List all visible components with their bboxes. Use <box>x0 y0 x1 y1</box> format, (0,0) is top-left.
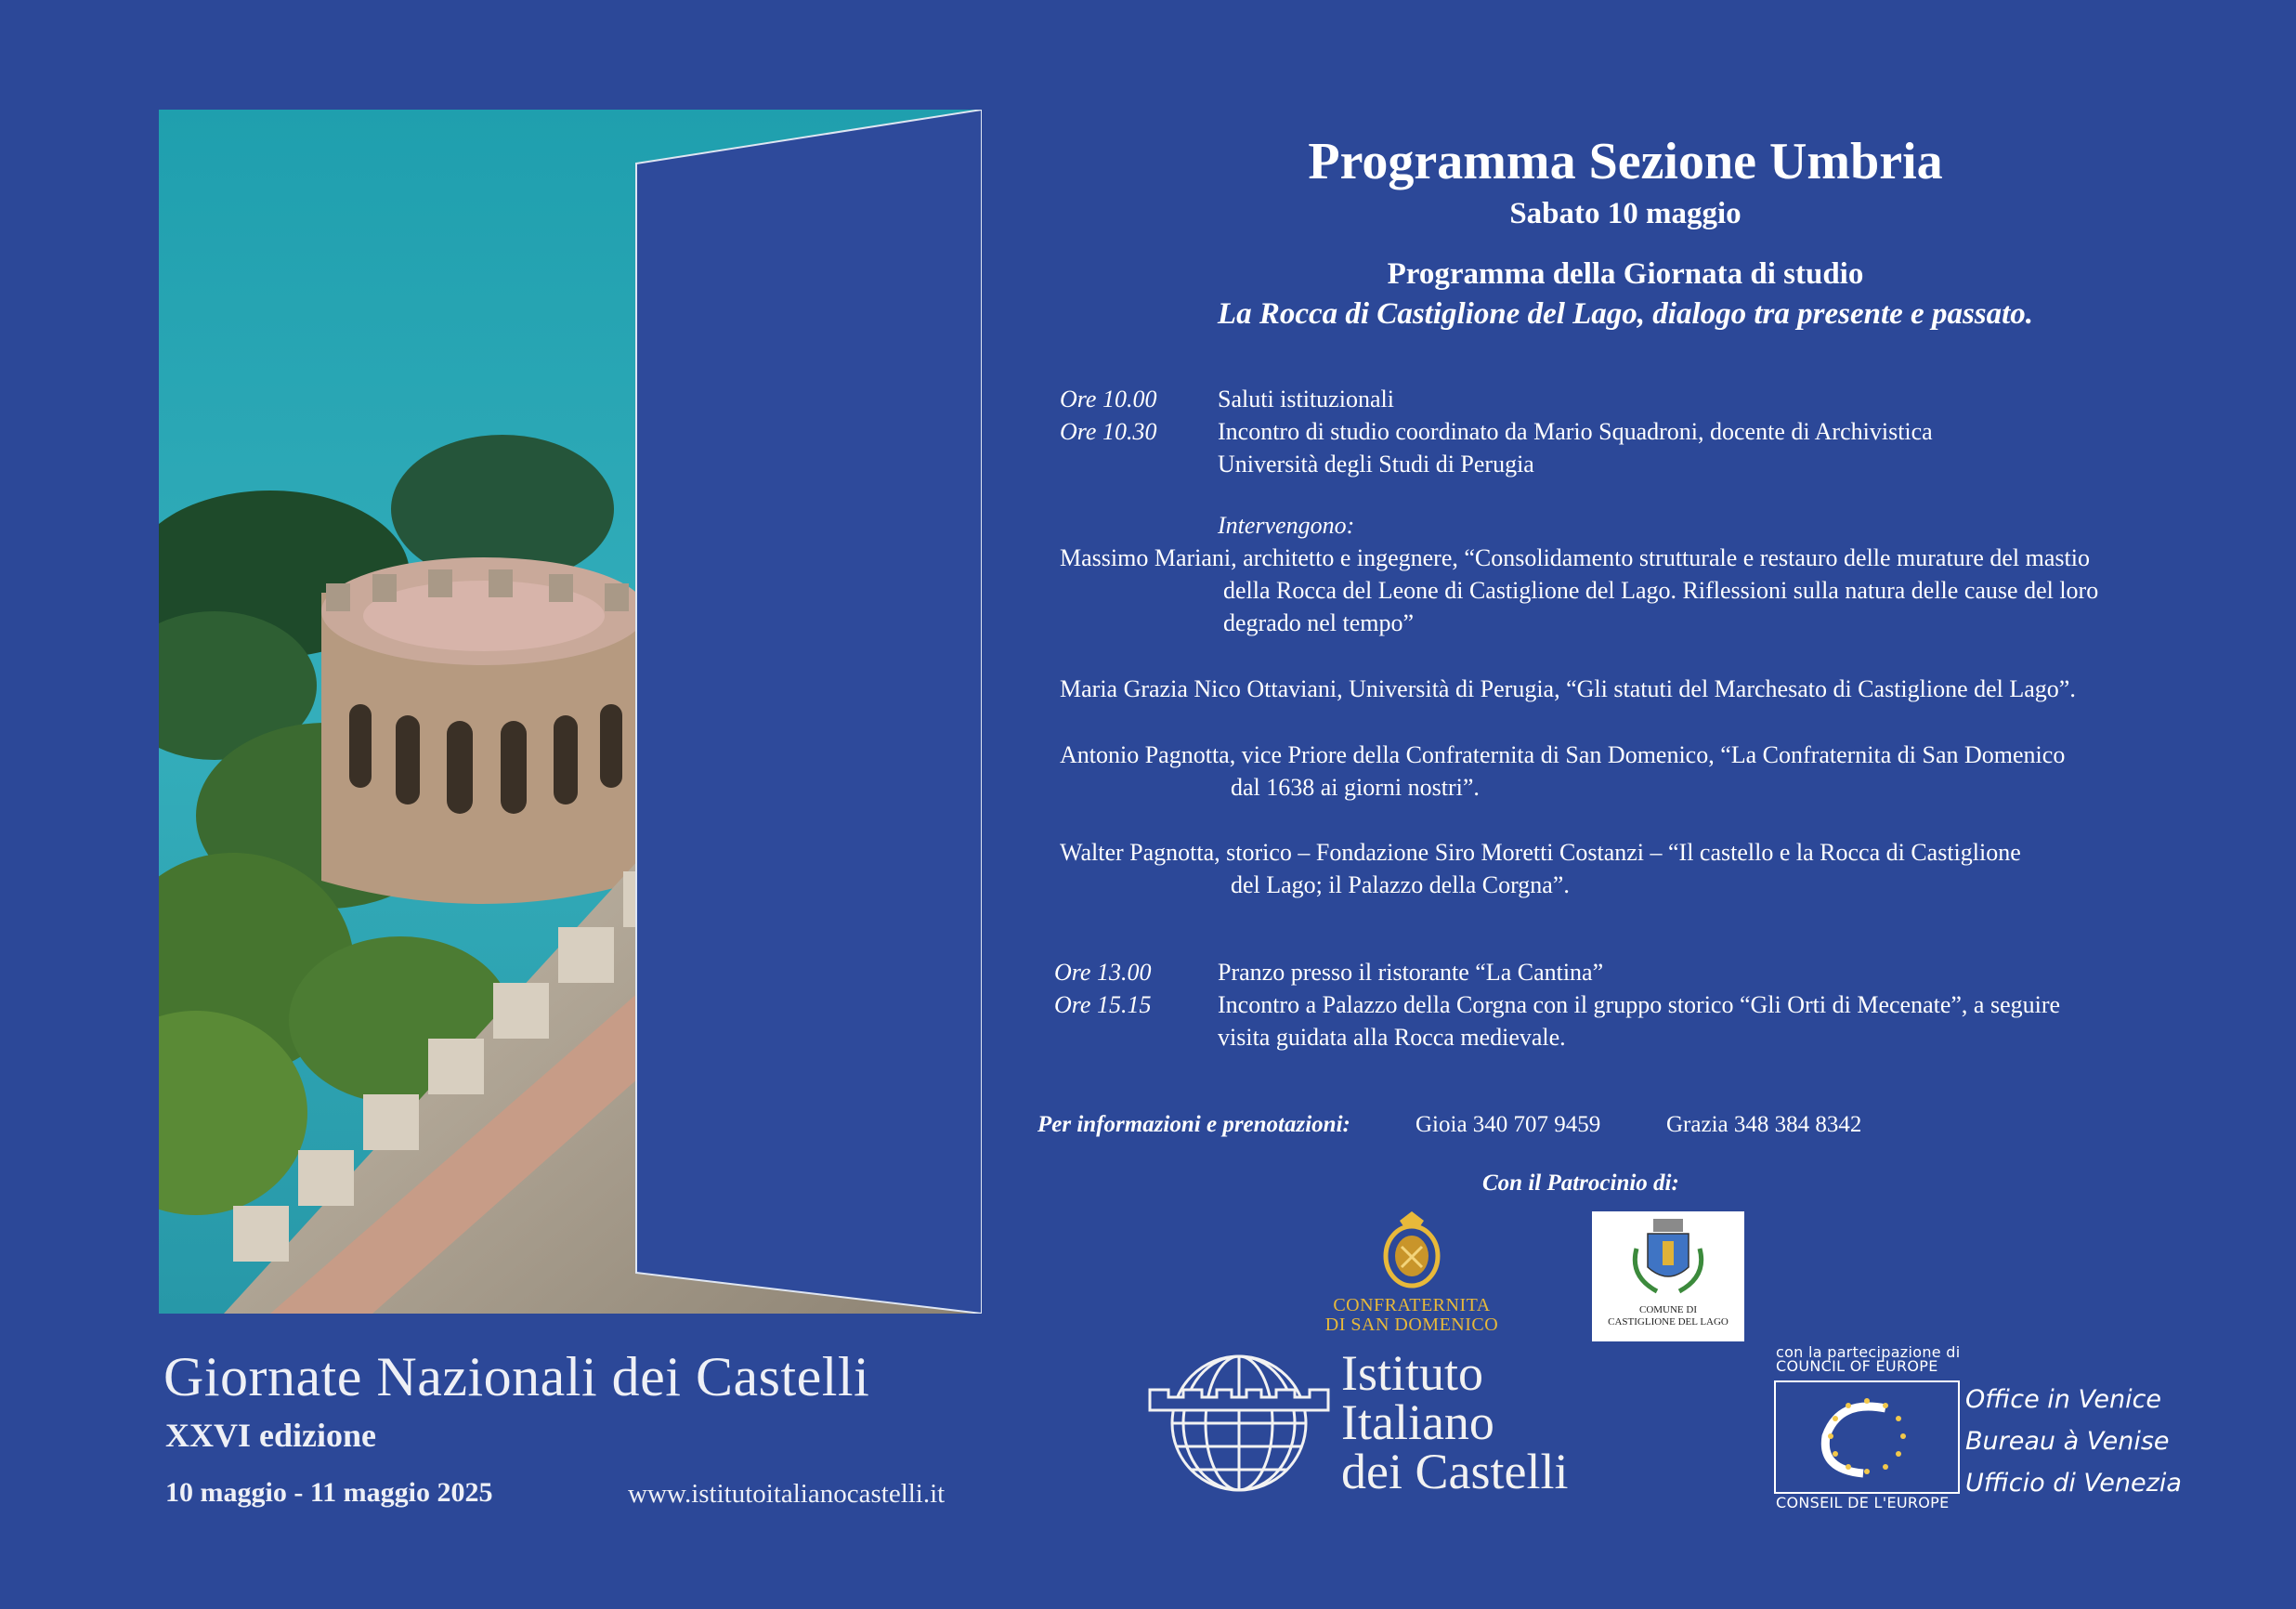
castle-tower <box>321 557 646 904</box>
eu-stars-icon <box>1774 1380 1960 1494</box>
speaker-line: del Lago; il Palazzo della Corgna”. <box>1231 871 1570 898</box>
speaker-line: Maria Grazia Nico Ottaviani, Università di Perugia, “Gli statuti del Marchesato di Castiglione del Lago”. <box>1060 675 2076 702</box>
schedule-text: Università degli Studi di Perugia <box>1218 451 1534 477</box>
program-theme: La Rocca di Castiglione del Lago, dialogo tra presente e passato. <box>1217 297 2034 331</box>
contact-phone: Gioia 340 707 9459 <box>1415 1112 1601 1137</box>
iic-name-3: dei Castelli <box>1341 1444 1569 1499</box>
speaker-line: Antonio Pagnotta, vice Priore della Confraternita di San Domenico, “La Confraternita di San Domenico <box>1060 741 2066 768</box>
schedule-time: Ore 13.00 <box>1054 959 1152 986</box>
coe-name-fr: CONSEIL DE L'EUROPE <box>1776 1494 1950 1511</box>
council-of-europe-logo <box>1774 1345 2183 1512</box>
info-label: Per informazioni e prenotazioni: <box>1037 1112 1350 1137</box>
program-title: Programma Sezione Umbria <box>1308 133 1943 190</box>
confraternita-caption-2: DI SAN DOMENICO <box>1324 1315 1499 1335</box>
speaker-line: Massimo Mariani, architetto e ingegnere, “Consolidamento strutturale e restauro delle murature del mastio <box>1060 544 2090 571</box>
schedule-time: Ore 15.15 <box>1054 991 1152 1018</box>
website-link[interactable]: www.istitutoitalianocastelli.it <box>628 1479 946 1509</box>
schedule-text: Incontro a Palazzo della Corgna con il gruppo storico “Gli Orti di Mecenate”, a seguire <box>1218 991 2061 1018</box>
globe-castle-icon <box>1146 1349 1332 1498</box>
confraternita-logo <box>1310 1208 1514 1338</box>
coe-office-fr: Bureau à Venise <box>1965 1427 2170 1456</box>
comune-caption-2: CASTIGLIONE DEL LAGO <box>1608 1316 1729 1328</box>
comune-caption-1: COMUNE DI <box>1638 1304 1698 1315</box>
event-dates: 10 maggio - 11 maggio 2025 <box>165 1477 493 1508</box>
schedule-time: Ore 10.00 <box>1060 386 1157 412</box>
coe-participation: con la partecipazione di <box>1776 1343 1961 1361</box>
crest-icon <box>1370 1208 1454 1291</box>
schedule-text: Saluti istituzionali <box>1218 386 1394 412</box>
schedule-text: visita guidata alla Rocca medievale. <box>1218 1024 1566 1051</box>
speaker-line: della Rocca del Leone di Castiglione del Lago. Riflessioni sulla natura delle cause del loro <box>1223 577 2099 604</box>
castle-tower-photo <box>159 110 982 1314</box>
coe-office-it: Ufficio di Venezia <box>1965 1469 2182 1498</box>
patronage-label: Con il Patrocinio di: <box>1482 1171 1679 1196</box>
confraternita-caption-1: CONFRATERNITA <box>1333 1295 1491 1315</box>
schedule-text: Pranzo presso il ristorante “La Cantina” <box>1218 959 1604 986</box>
speakers-label: Intervengono: <box>1218 512 1355 539</box>
program-date: Sabato 10 maggio <box>1509 197 1742 230</box>
coe-name-en: COUNCIL OF EUROPE <box>1776 1357 1938 1375</box>
iic-logo <box>1146 1345 1629 1507</box>
program-subtitle: Programma della Giornata di studio <box>1387 257 1864 291</box>
comune-logo <box>1592 1211 1744 1341</box>
coe-office-en: Office in Venice <box>1965 1385 2162 1414</box>
coat-of-arms-icon <box>1592 1211 1744 1301</box>
event-title: Giornate Nazionali dei Castelli <box>163 1346 870 1407</box>
edition-label: XXVI edizione <box>165 1417 376 1454</box>
iic-name-2: Italiano <box>1341 1394 1494 1450</box>
schedule-text: Incontro di studio coordinato da Mario Squadroni, docente di Archivistica <box>1218 418 1933 445</box>
speaker-line: dal 1638 ai giorni nostri”. <box>1231 774 1480 801</box>
iic-name-1: Istituto <box>1341 1345 1484 1401</box>
speaker-line: degrado nel tempo” <box>1223 609 1415 636</box>
contact-phone: Grazia 348 384 8342 <box>1666 1112 1862 1137</box>
speaker-line: Walter Pagnotta, storico – Fondazione Siro Moretti Costanzi – “Il castello e la Rocca di Castiglione <box>1060 839 2021 866</box>
schedule-time: Ore 10.30 <box>1060 418 1157 445</box>
